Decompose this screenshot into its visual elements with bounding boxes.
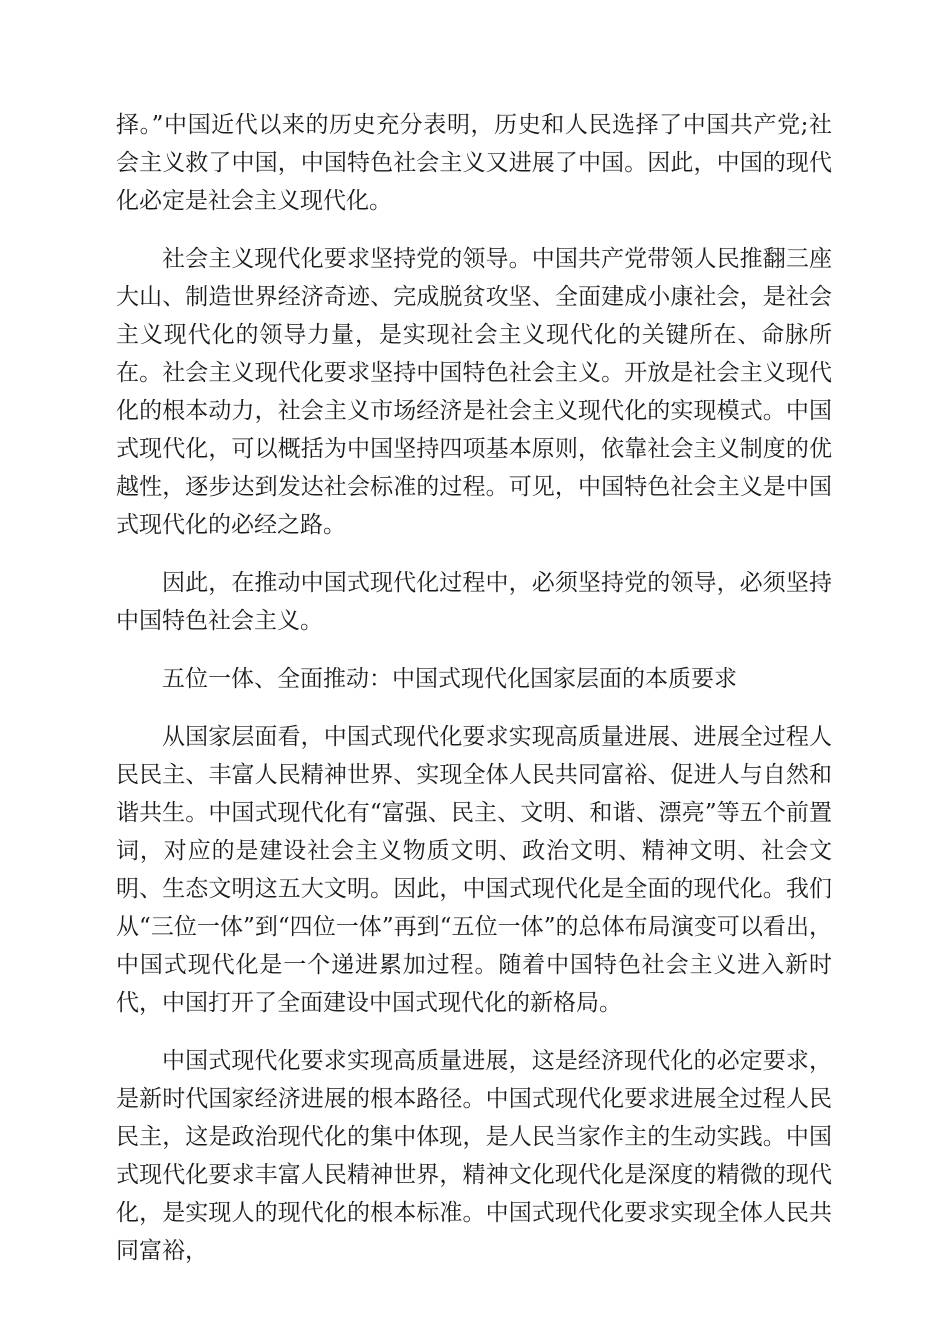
paragraph-party-leadership: 社会主义现代化要求坚持党的领导。中国共产党带领人民推翻三座大山、制造世界经济奇迹、完成脱贫攻坚、全面建成小康社会，是社会主义现代化的领导力量，是实现社会主义现代化的关键所在、命脉所在。社会主义现代化要求坚持中国特色社会主义。开放是社会主义现代化的根本动力，社会主义市场经济是社会主义现代化的实现模式。中国式现代化，可以概括为中国坚持四项基本原则，依靠社会主义制度的优越性，逐步达到发达社会标准的过程。可见，中国特色社会主义是中国式现代化的必经之路。 (116, 246, 832, 538)
paragraph-requirements: 中国式现代化要求实现高质量进展，这是经济现代化的必定要求，是新时代国家经济进展的根本路径。中国式现代化要求进展全过程人民民主，这是政治现代化的集中体现，是人民当家作主的生动实践。中国式现代化要求丰富人民精神世界，精神文化现代化是深度的精微的现代化，是实现人的现代化的根本标准。中国式现代化要求实现全体人民共同富裕， (116, 1048, 832, 1264)
section-heading: 五位一体、全面推动：中国式现代化国家层面的本质要求 (162, 666, 737, 692)
document-body (116, 106, 832, 1290)
paragraph-national-level: 从国家层面看，中国式现代化要求实现高质量进展、进展全过程人民民主、丰富人民精神世界、实现全体人民共同富裕、促进人与自然和谐共生。中国式现代化有“富强、民主、文明、和谐、漂亮”等五个前置词，对应的是建设社会主义物质文明、政治文明、精神文明、社会文明、生态文明这五大文明。因此，中国式现代化是全面的现代化。我们从“三位一体”到“四位一体”再到“五位一体”的总体布局演变可以看出，中国式现代化是一个递进累加过程。随着中国特色社会主义进入新时代，中国打开了全面建设中国式现代化的新格局。 (116, 724, 832, 1016)
paragraph-continuation: 择。”中国近代以来的历史充分表明，历史和人民选择了中国共产党;社会主义救了中国，中国特色社会主义又进展了中国。因此，中国的现代化必定是社会主义现代化。 (116, 112, 832, 214)
paragraph-conclusion: 因此，在推动中国式现代化过程中，必须坚持党的领导，必须坚持中国特色社会主义。 (116, 570, 832, 634)
